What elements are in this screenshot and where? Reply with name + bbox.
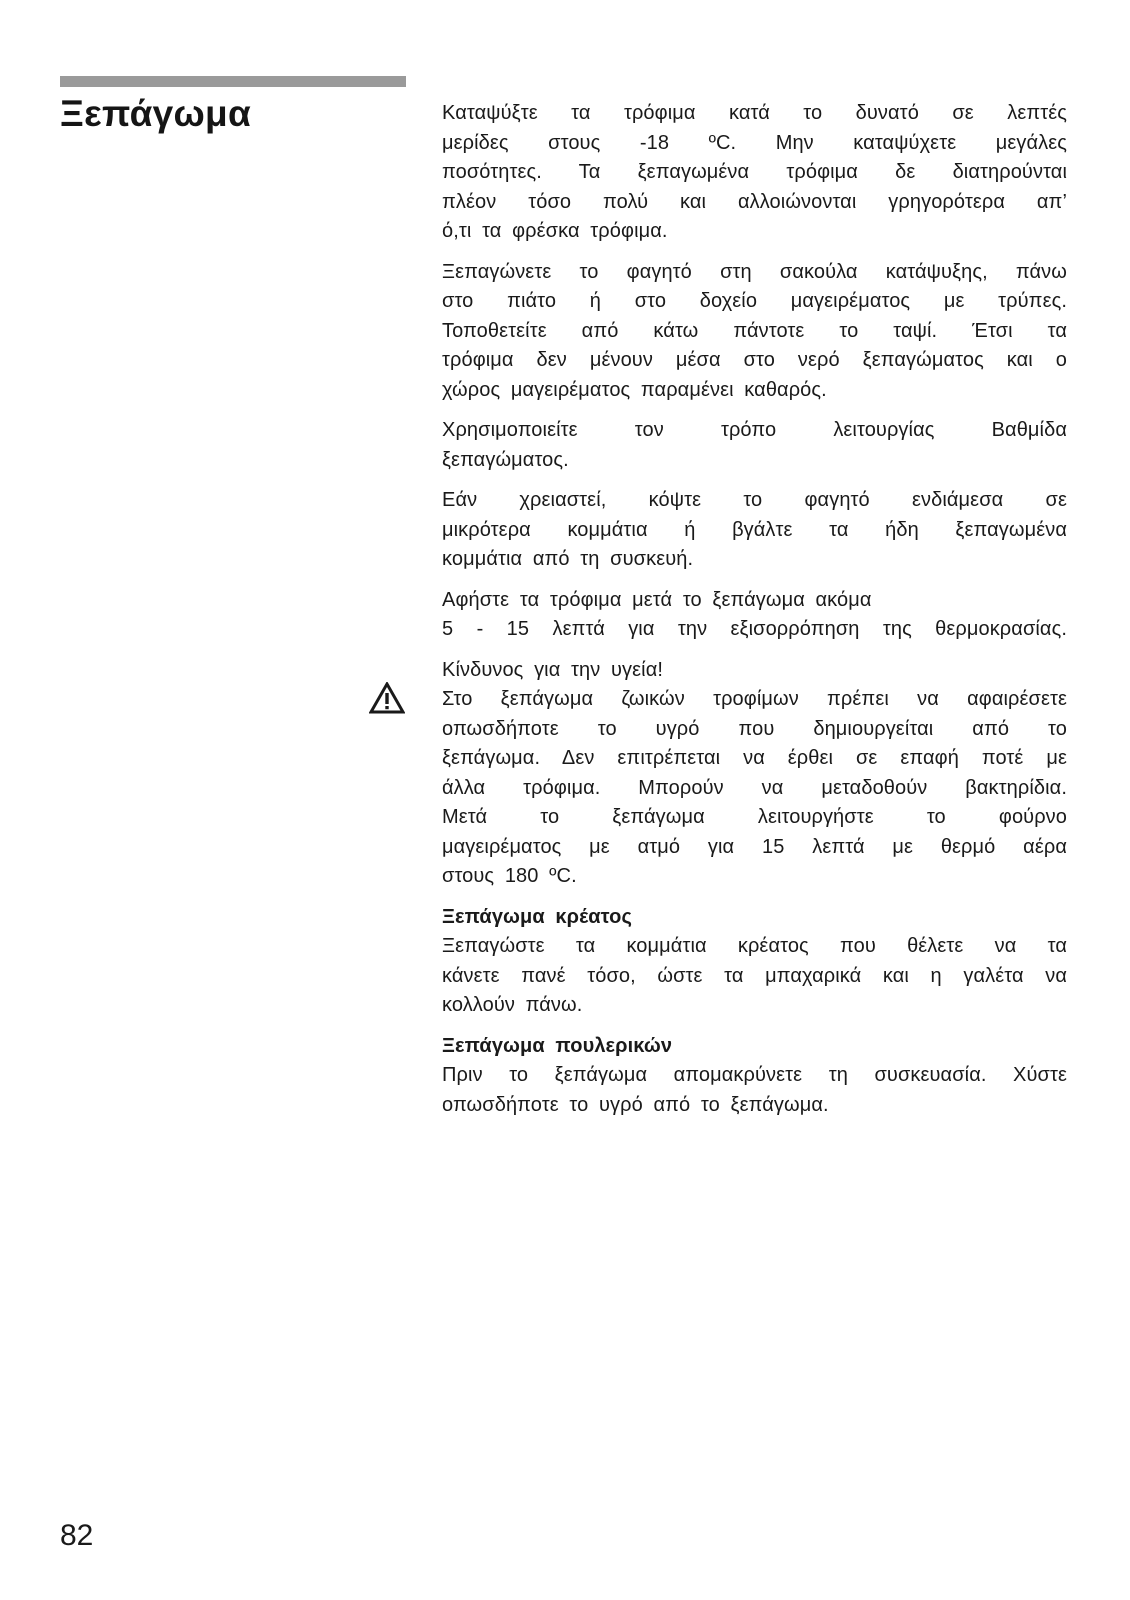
- text-line: ποσότητες. Τα ξεπαγωμένα τρόφιμα δε διατηρούνται: [442, 161, 1067, 183]
- text-line: 5 - 15 λεπτά για την εξισορρόπηση της θερμοκρασίας.: [442, 618, 1067, 640]
- text-line: οπωσδήποτε το υγρό από το ξεπάγωμα.: [442, 1093, 829, 1116]
- text-line: Τοποθετείτε από κάτω πάντοτε το ταψί. Έτσι τα: [442, 319, 1067, 342]
- text-line: Εάν χρειαστεί, κόψτε το φαγητό ενδιάμεσα σε: [442, 489, 1067, 511]
- text-line: ξεπάγωμα. Δεν επιτρέπεται να έρθει σε επαφή ποτέ με: [442, 747, 1067, 769]
- text-line: στο πιάτο ή στο δοχείο μαγειρέματος με τρύπες.: [442, 290, 1067, 312]
- meat-section: [442, 903, 1067, 1021]
- text-line: Καταψύξτε τα τρόφιμα κατά το δυνατό σε λεπτές: [442, 102, 1067, 124]
- text-line: Στο ξεπάγωμα ζωικών τροφίμων πρέπει να αφαιρέσετε: [442, 688, 1067, 710]
- text-line: κολλούν πάνω.: [442, 994, 583, 1016]
- text-line: μικρότερα κομμάτια ή βγάλτε τα ήδη ξεπαγωμένα: [442, 518, 1067, 541]
- poultry-heading: Ξεπάγωμα πουλερικών: [442, 1034, 673, 1057]
- text-line: κομμάτια από τη συσκευή.: [442, 548, 694, 570]
- text-line: στους 180 ºC.: [442, 865, 577, 887]
- paragraph-thawing-method: [442, 258, 1067, 406]
- text-line: κάνετε πανέ τόσο, ώστε τα μπαχαρικά και η γαλέτα να: [442, 964, 1067, 987]
- section-header-rule: [60, 76, 406, 87]
- paragraph-resting: [442, 586, 1067, 645]
- text-line: Πριν το ξεπάγωμα απομακρύνετε τη συσκευασία. Χύστε: [442, 1064, 1067, 1086]
- warning-title: Κίνδυνος για την υγεία!: [442, 658, 664, 681]
- text-line: Χρησιμοποιείτε τον τρόπο λειτουργίας Βαθμίδα: [442, 419, 1067, 441]
- text-line: χώρος μαγειρέματος παραμένει καθαρός.: [442, 378, 827, 401]
- page-number: 82: [60, 1519, 94, 1552]
- main-text-column: [442, 99, 1067, 1131]
- text-line: τρόφιμα δεν μένουν μέσα στο νερό ξεπαγώματος και ο: [442, 349, 1067, 371]
- meat-heading: Ξεπάγωμα κρέατος: [442, 905, 632, 928]
- text-line: μερίδες στους -18 ºC. Μην καταψύχετε μεγάλες: [442, 131, 1067, 154]
- text-line: μαγειρέματος με ατμό για 15 λεπτά με θερμό αέρα: [442, 835, 1067, 858]
- text-line: Ξεπαγώνετε το φαγητό στη σακούλα κατάψυξης, πάνω: [442, 260, 1067, 283]
- text-line: οπωσδήποτε το υγρό που δημιουργείται από το: [442, 717, 1067, 740]
- text-line: ό,τι τα φρέσκα τρόφιμα.: [442, 220, 668, 242]
- page-title: Ξεπάγωμα: [60, 93, 252, 134]
- text-line: Αφήστε τα τρόφιμα μετά το ξεπάγωμα ακόμα: [442, 588, 872, 611]
- paragraph-freezing: [442, 99, 1067, 247]
- paragraph-operating-mode: [442, 416, 1067, 475]
- text-line: ξεπαγώματος.: [442, 448, 569, 471]
- poultry-section: [442, 1032, 1067, 1121]
- warning-triangle-icon: [369, 682, 405, 714]
- text-line: Ξεπαγώστε τα κομμάτια κρέατος που θέλετε να τα: [442, 935, 1067, 957]
- text-line: άλλα τρόφιμα. Μπορούν να μεταδοθούν βακτηρίδια.: [442, 776, 1067, 799]
- health-warning: [442, 656, 1067, 892]
- text-line: Μετά το ξεπάγωμα λειτουργήστε το φούρνο: [442, 806, 1067, 828]
- text-line: πλέον τόσο πολύ και αλλοιώνονται γρηγορότερα απ’: [442, 190, 1067, 213]
- paragraph-cutting: [442, 486, 1067, 575]
